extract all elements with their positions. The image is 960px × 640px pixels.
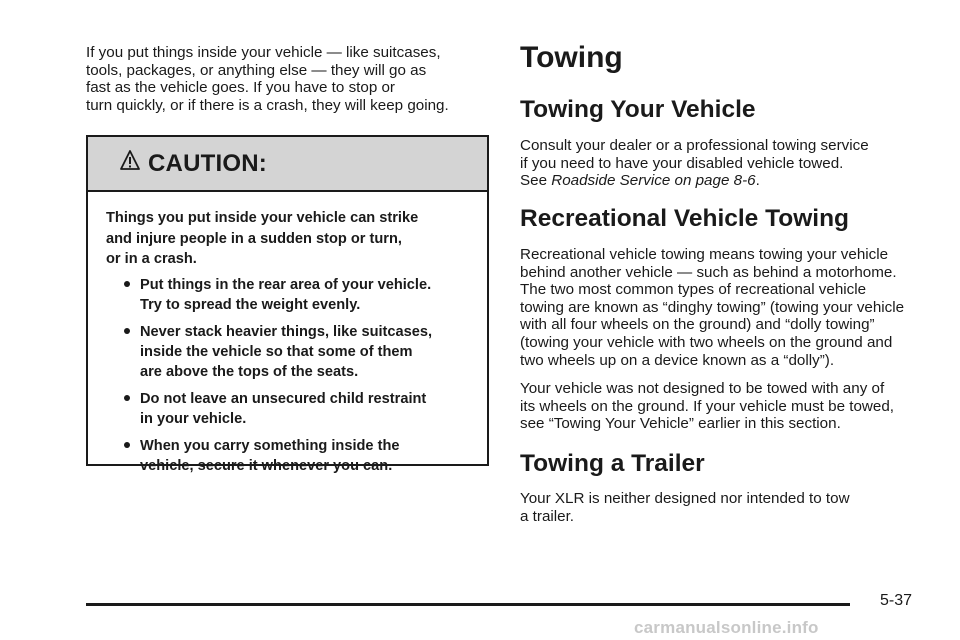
caution-item-line: Never stack heavier things, like suitcases, — [140, 323, 433, 340]
paragraph-line: Your XLR is neither designed nor intended to tow — [520, 490, 850, 507]
paragraph-line: see “Towing Your Vehicle” earlier in this section. — [520, 415, 841, 433]
bullet-icon — [124, 442, 130, 448]
paragraph-line: with all four wheels on the ground) and “dolly towing” — [520, 316, 875, 334]
intro-line: If you put things inside your vehicle — like suitcases, — [86, 44, 441, 61]
caution-lead-line: Things you put inside your vehicle can strike — [106, 210, 419, 226]
caution-list — [106, 275, 469, 477]
paragraph-line: its wheels on the ground. If your vehicle must be towed, — [520, 397, 894, 415]
page-number: 5-37 — [880, 592, 913, 609]
paragraph-line: towing are known as “dinghy towing” (towing your vehicle — [520, 298, 905, 316]
caution-lead-line: or in a crash. — [106, 251, 197, 268]
recreational-paragraph-1 — [520, 246, 904, 369]
intro-paragraph — [86, 44, 490, 114]
caution-item-line: inside the vehicle so that some of them — [140, 344, 413, 360]
trailer-paragraph — [520, 490, 850, 525]
caution-item-line: Put things in the rear area of your vehicle. — [140, 276, 432, 293]
intro-line: turn quickly, or if there is a crash, they will keep going. — [86, 96, 449, 114]
caution-lead-line: and injure people in a sudden stop or turn, — [106, 230, 402, 247]
section-title: Towing — [520, 41, 623, 74]
heading-recreational-vehicle-towing: Recreational Vehicle Towing — [520, 205, 850, 232]
paragraph-line: two wheels up on a device known as a “dolly”). — [520, 351, 835, 369]
paragraph-line: Consult your dealer or a professional towing service — [520, 137, 869, 154]
paragraph-line: Recreational vehicle towing means towing your vehicle — [520, 246, 889, 263]
paragraph-line: if you need to have your disabled vehicle towed. — [520, 154, 844, 172]
left-column — [86, 44, 490, 114]
intro-line: tools, packages, or anything else — they will go as — [86, 61, 427, 79]
heading-towing-a-trailer: Towing a Trailer — [520, 450, 705, 477]
caution-list-item — [124, 436, 469, 477]
caution-item-line: are above the tops of the seats. — [140, 364, 359, 381]
bullet-icon — [124, 328, 130, 334]
paragraph-line: Your vehicle was not designed to be towed with any of — [520, 380, 885, 397]
see-prefix: See — [520, 172, 552, 190]
caution-item-line: in your vehicle. — [140, 411, 247, 428]
paragraph-line: a trailer. — [520, 507, 575, 525]
caution-list-item — [124, 322, 469, 383]
caution-list-item — [124, 389, 469, 430]
caution-box — [86, 135, 489, 475]
footer-rule — [86, 603, 850, 606]
caution-title: CAUTION: — [148, 149, 267, 177]
caution-item-line: Do not leave an unsecured child restraint — [140, 390, 427, 407]
caution-item-line: When you carry something inside the — [140, 437, 400, 454]
cross-reference-link[interactable]: Roadside Service on page 8-6 — [551, 172, 756, 190]
see-suffix: . — [755, 172, 760, 190]
caution-lead — [106, 208, 469, 270]
bullet-icon — [124, 281, 130, 287]
caution-item-line: Try to spread the weight evenly. — [140, 297, 361, 314]
paragraph-line: The two most common types of recreational vehicle — [520, 281, 867, 299]
paragraph-line: behind another vehicle — such as behind a motorhome. — [520, 263, 897, 281]
caution-body — [88, 192, 487, 476]
recreational-paragraph-2 — [520, 380, 894, 433]
warning-triangle-icon — [120, 150, 140, 172]
paragraph-line: (towing your vehicle with two wheels on the ground and — [520, 333, 893, 351]
heading-towing-your-vehicle: Towing Your Vehicle — [520, 96, 756, 123]
bullet-icon — [124, 395, 130, 401]
caution-list-item — [124, 275, 469, 316]
caution-header — [88, 137, 487, 192]
intro-line: fast as the vehicle goes. If you have to stop or — [86, 79, 395, 97]
watermark: carmanualsonline.info — [634, 618, 819, 637]
see-reference-line — [520, 172, 869, 190]
towing-your-vehicle-paragraph — [520, 137, 869, 190]
caution-item-line: vehicle, secure it whenever you can. — [140, 458, 393, 475]
